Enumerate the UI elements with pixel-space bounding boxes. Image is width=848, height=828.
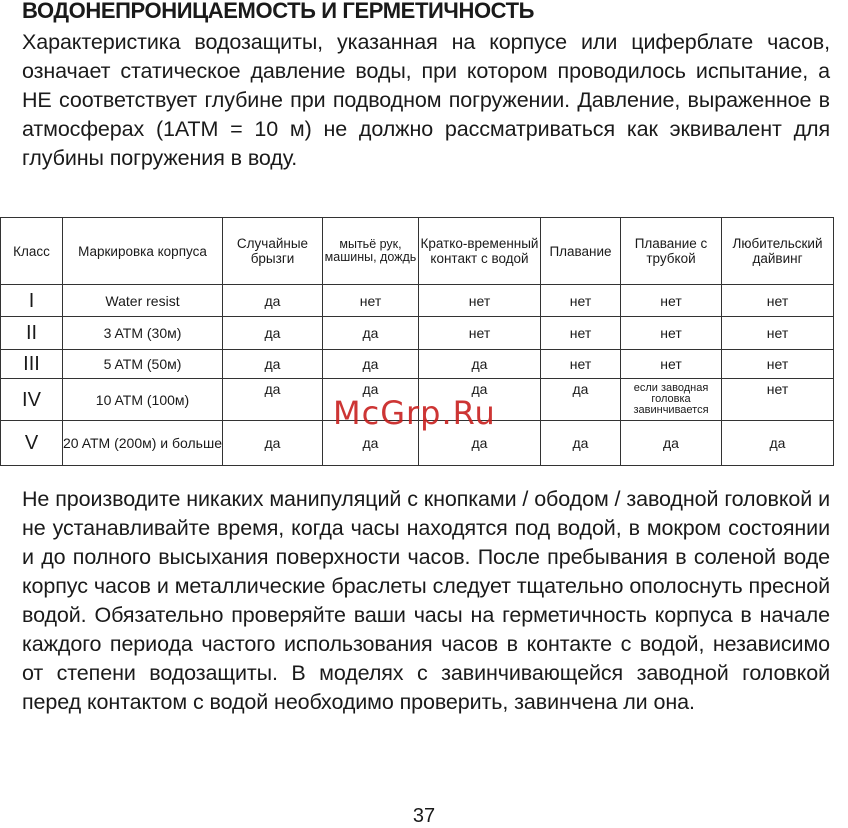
marking-cell: Water resist [63, 285, 223, 317]
table-cell: да [323, 379, 419, 421]
table-cell: да [621, 421, 722, 466]
marking-cell: 20 ATM (200м) и больше [63, 421, 223, 466]
class-cell: III [1, 350, 63, 379]
class-cell: V [1, 421, 63, 466]
watermark: McGrp.Ru [333, 394, 496, 432]
table-cell: да [323, 350, 419, 379]
table-cell: да [541, 379, 621, 421]
section-heading: ВОДОНЕПРОНИЦАЕМОСТЬ И ГЕРМЕТИЧНОСТЬ [22, 0, 535, 23]
intro-paragraph: Характеристика водозащиты, указанная на корпусе или циферблате часов, означает статическое давление воды, при котором проводилось испытание, а НЕ соответствует глубине при подводном погружении. Давление, выраженное в атмосферах (1АТМ = 10 м) не должно рассматриваться как эквивалент для глубины погружения в воду. [22, 30, 830, 170]
table-cell: нет [541, 285, 621, 317]
table-cell: да [419, 379, 541, 421]
table-cell: да [223, 350, 323, 379]
table-row [1, 285, 834, 317]
table-cell: нет [722, 285, 834, 317]
table-cell: да [223, 379, 323, 421]
class-cell: IV [1, 379, 63, 421]
table-cell: да [323, 317, 419, 350]
marking-cell: 10 ATM (100м) [63, 379, 223, 421]
table-cell: да [419, 421, 541, 466]
table-cell: да [541, 421, 621, 466]
class-cell: I [1, 285, 63, 317]
table-cell: да [722, 421, 834, 466]
marking-cell: 5 ATM (50м) [63, 350, 223, 379]
table-header-row [1, 218, 834, 285]
header-cell: Кратко-временный контакт с водой [419, 218, 541, 285]
table-cell: нет [541, 317, 621, 350]
header-cell: Случайные брызги [223, 218, 323, 285]
header-cell: Класс [1, 218, 63, 285]
header-cell: мытьё рук, машины, дождь [323, 218, 419, 285]
table-cell: нет [722, 317, 834, 350]
table-cell: да [223, 421, 323, 466]
warning-paragraph: Не производите никаких манипуляций с кнопками / ободом / заводной головкой и не устанавливайте время, когда часы находятся под водой, в мокром состоянии и до полного высыхания поверхности часов. После пребывания в соленой воде корпус часов и металлические браслеты следует тщательно ополоснуть пресной водой. Обязательно проверяйте ваши часы на герметичность корпуса в начале каждого периода частого использования часов в контакте с водой, независимо от степени водозащиты. В моделях с завинчивающейся заводной головкой перед контактом с водой необходимо проверить, завинчена ли она. [22, 487, 830, 714]
table-row [1, 350, 834, 379]
table-cell: да [223, 285, 323, 317]
marking-cell: 3 ATM (30м) [63, 317, 223, 350]
header-cell: Маркировка корпуса [63, 218, 223, 285]
header-cell: Любительский дайвинг [722, 218, 834, 285]
table-cell: нет [621, 285, 722, 317]
table-cell: нет [722, 350, 834, 379]
table-cell: нет [621, 317, 722, 350]
table-cell: да [419, 350, 541, 379]
table-cell: если заводная головка завинчивается [621, 379, 722, 421]
table-cell: да [223, 317, 323, 350]
class-cell: II [1, 317, 63, 350]
table-cell: нет [621, 350, 722, 379]
table-cell: да [323, 421, 419, 466]
table-cell: нет [323, 285, 419, 317]
table-cell: нет [419, 317, 541, 350]
header-cell: Плавание с трубкой [621, 218, 722, 285]
table-cell: нет [722, 379, 834, 421]
page-number: 37 [412, 805, 436, 827]
table-cell: нет [419, 285, 541, 317]
header-cell: Плавание [541, 218, 621, 285]
table-cell: нет [541, 350, 621, 379]
table-row [1, 317, 834, 350]
